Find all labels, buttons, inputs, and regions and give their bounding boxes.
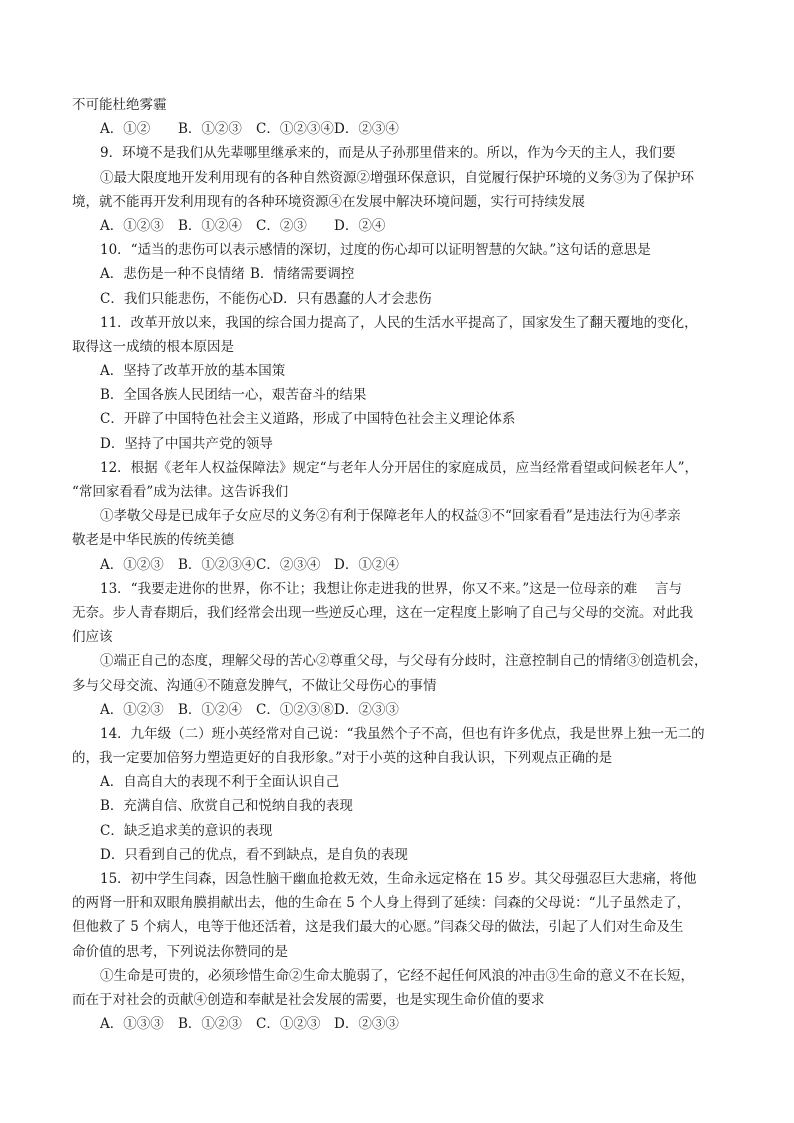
option-c: C．②③ [256, 217, 307, 234]
q11-option-b: B．全国各族人民团结一心，艰苦奋斗的结果 [100, 387, 367, 404]
option-b: B．①②③④ [178, 556, 256, 573]
option-a: A．①③③ [100, 1016, 164, 1033]
q8-options [72, 117, 732, 141]
option-d: D．②③③ [334, 701, 399, 718]
option-a: A．①②③ [100, 556, 164, 573]
option-c: C．①②③⑧ [256, 701, 334, 718]
q10-stem: 10．“适当的悲伤可以表示感情的深切，过度的伤心却可以证明智慧的欠缺。”这句话的意思是 [100, 242, 651, 259]
q9-statements-line2: 境，就不能再开发利用现有的各种环境资源④在发展中解决环境问题，实行可持续发展 [72, 193, 585, 210]
option-d: D．①②④ [334, 556, 399, 573]
q12-stem-line1: 12．根据《老年人权益保障法》规定“与老年人分开居住的家庭成员，应当经常看望或问候老年人”， [100, 459, 698, 476]
option-d: D．②④ [334, 217, 386, 234]
q9-stem: 9．环境不是我们从先辈哪里继承来的，而是从子孙那里借来的。所以，作为今天的主人，我们要 [100, 145, 676, 162]
q13-statements-line1: ①端正自己的态度，理解父母的苦心②尊重父母，与父母有分歧时，注意控制自己的情绪③创造机会， [100, 653, 708, 670]
option-a: A．悲伤是一种不良情绪 [100, 266, 245, 283]
q14-option-b: B．充满自信、欣赏自己和悦纳自我的表现 [100, 798, 353, 815]
q14-stem-line1: 14．九年级（二）班小英经常对自己说：“我虽然个子不高，但也有许多优点，我是世界上独一无二的 [100, 725, 705, 742]
option-b: B．①②④ [178, 701, 242, 718]
q15-stem-line1: 15．初中学生闫森，因急性脑干幽血抢救无效，生命永远定格在 15 岁。其父母强忍巨大悲痛，将他 [100, 871, 697, 887]
q10-options-row1 [72, 262, 732, 286]
option-b: B．①②③ [178, 1016, 242, 1033]
option-a: A．①②③ [100, 701, 164, 718]
q15-statements-line1: ①生命是可贵的，必须珍惜生命②生命太脆弱了，它经不起任何风浪的冲击③生命的意义不在长短， [100, 967, 694, 984]
option-c: C．①②③ [256, 1016, 321, 1033]
q9-statements-line1: ①最大限度地开发利用现有的各种自然资源②增强环保意识，自觉履行保护环境的义务③为了保护环 [100, 169, 694, 186]
option-d: D．②③③ [334, 1016, 399, 1033]
q14-option-a: A．自高自大的表现不利于全面认识自己 [100, 774, 340, 791]
q11-stem-line2: 取得这一成绩的根本原因是 [72, 338, 234, 355]
q15-stem-line4: 命价值的思考，下列说法你赞同的是 [72, 943, 288, 960]
q13-stem-line2: 无奈。步人青春期后，我们经常会出现一些逆反心理，这在一定程度上影响了自己与父母的交流。对此我 [72, 604, 693, 621]
q14-option-c: C．缺乏追求美的意识的表现 [100, 822, 273, 839]
continuation-line: 不可能杜绝雾霾 [72, 97, 167, 113]
q13-options [72, 698, 732, 722]
q12-options [72, 553, 732, 577]
q15-statements-line2: 而在于对社会的贡献④创造和奉献是社会发展的需要，也是实现生命价值的要求 [72, 991, 545, 1008]
q10-options-row2 [72, 287, 732, 311]
q13-stem-line3: 们应该 [72, 629, 113, 646]
question-content [72, 93, 732, 1036]
q13-stem-line1: 13．“我要走进你的世界，你不让；我想让你走进我的世界，你又不来。”这是一位母亲的难 言与 [100, 580, 683, 597]
q9-options [72, 214, 732, 238]
option-b: B．情绪需要调控 [250, 266, 355, 283]
option-c: C．①②③④ [256, 121, 334, 138]
q14-stem-line2: 的，我一定要加倍努力塑造更好的自我形象。”对于小英的这种自我认识，下列观点正确的是 [72, 750, 613, 767]
q11-option-a: A．坚持了改革开放的基本国策 [100, 363, 286, 380]
q15-stem-line2: 的两肾一肝和双眼角膜捐献出去，他的生命在 5 个人身上得到了延续：闫森的父母说：“儿子虽然走了， [72, 895, 691, 912]
option-c: C．我们只能悲伤，不能伤心 [100, 290, 273, 307]
q14-option-d: D．只看到自己的优点，看不到缺点，是自负的表现 [100, 846, 408, 863]
option-b: B．①②④ [178, 217, 242, 234]
option-c: C．②③④ [256, 556, 321, 573]
q12-stem-line2: “常回家看看”成为法律。这告诉我们 [72, 484, 289, 500]
option-a: A．①② [100, 121, 151, 138]
q11-option-d: D．坚持了中国共产党的领导 [100, 435, 273, 452]
q15-stem-line3: 但他救了 5 个病人，电等于他还活着，这是我们最大的心愿。”闫森父母的做法，引起了人们对生命及生 [72, 919, 684, 936]
q15-options [72, 1012, 732, 1036]
q12-statements-line2: 敬老是中华民族的传统美德 [72, 532, 234, 549]
q11-option-c: C．开辟了中国特色社会主义道路，形成了中国特色社会主义理论体系 [100, 411, 516, 428]
option-a: A．①②③ [100, 217, 164, 234]
option-b: B．①②③ [178, 121, 242, 138]
option-d: D．只有愚蠢的人才会悲伤 [272, 290, 432, 307]
q12-statements-line1: ①孝敬父母是已成年子女应尽的义务②有利于保障老年人的权益③不“回家看看”是违法行为④孝亲 [100, 508, 681, 525]
q11-stem-line1: 11．改革开放以来，我国的综合国力提高了，人民的生活水平提高了，国家发生了翻天覆地的变化， [100, 314, 698, 331]
q13-statements-line2: 多与父母交流、沟通④不随意发脾气，不做让父母伤心的事情 [72, 677, 437, 694]
option-d: D．②③④ [334, 121, 399, 138]
